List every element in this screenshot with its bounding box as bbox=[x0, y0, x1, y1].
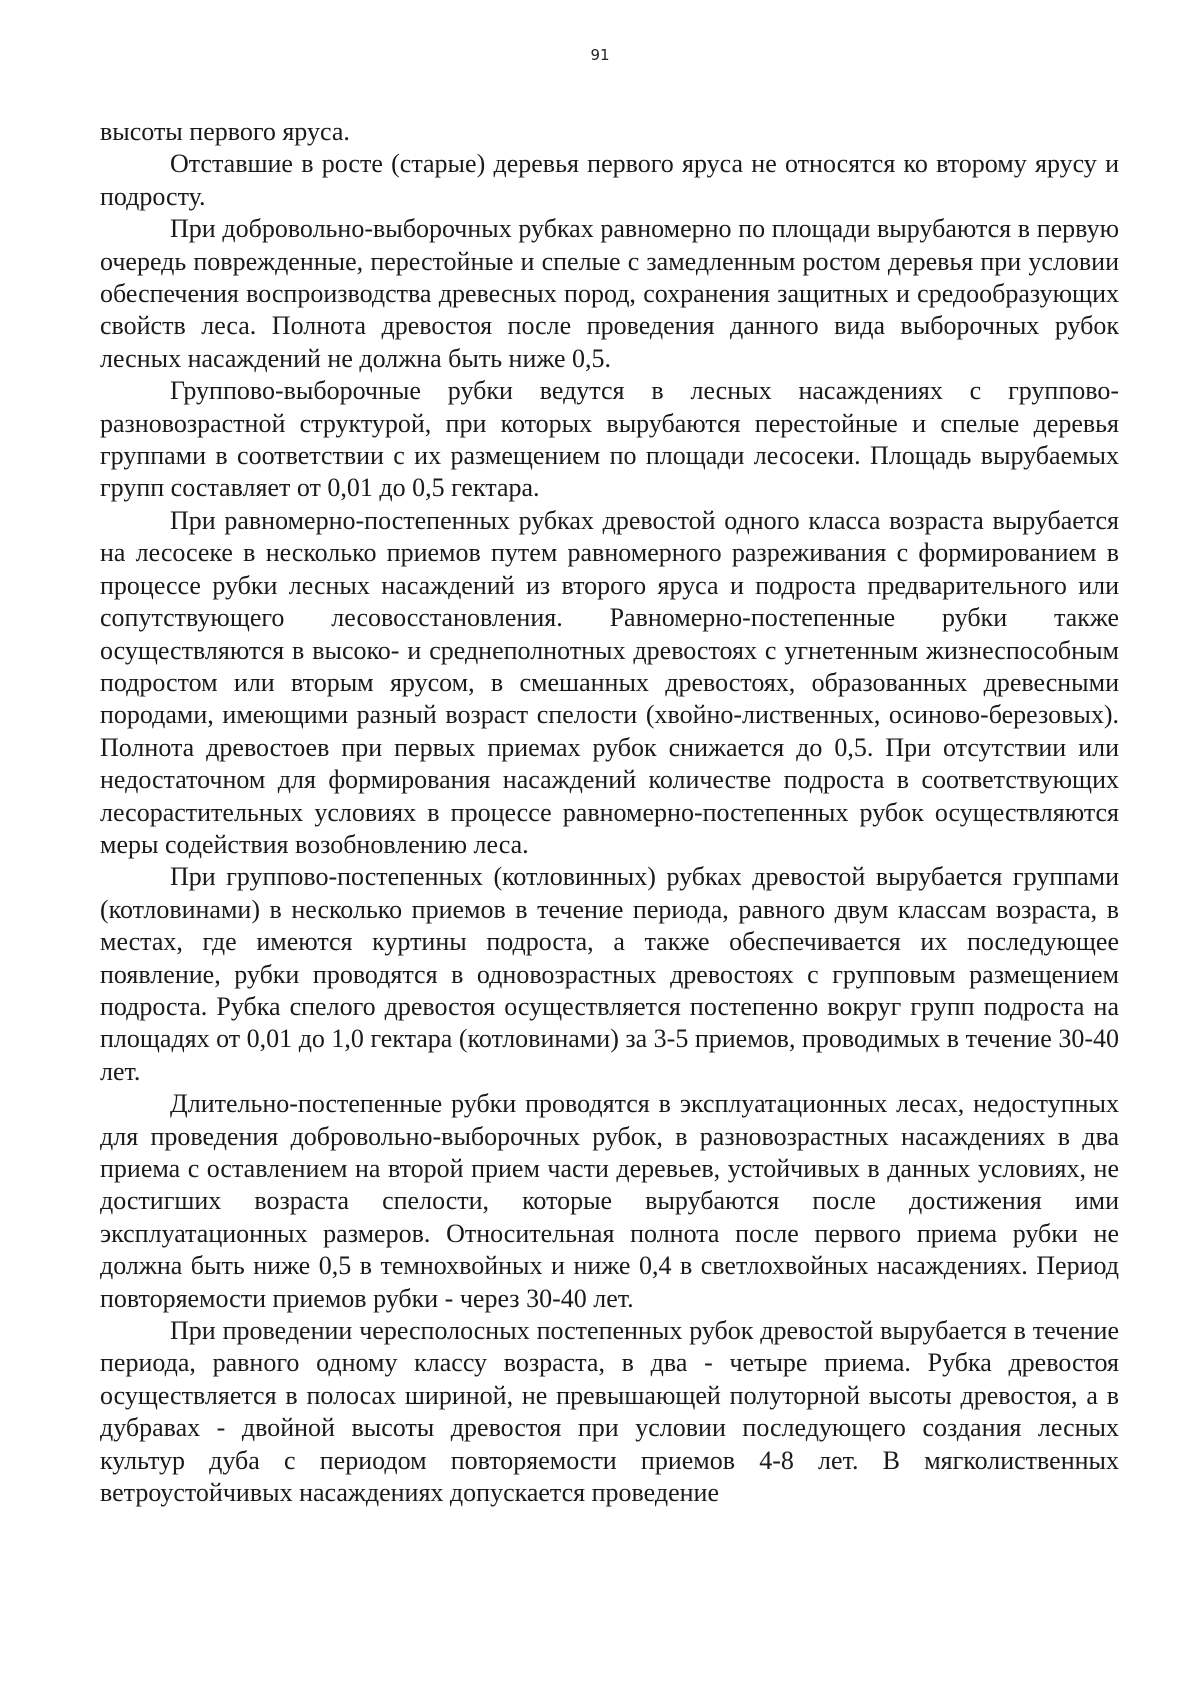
paragraph-last: При проведении чересполосных постепенных рубок древостой вырубается в течение периода, равного одному классу возраста, в два - четыре приема. Рубка древостоя осуществляется в полосах шириной, не превышающей полуторной высоты древостоя, а в дубравах - двойной высоты древостоя при условии последующего создания лесных культур дуба с периодом повторяемости приемов 4-8 лет. В мягколиственных ветроустойчивых насаждениях допускается проведение bbox=[100, 1316, 1119, 1508]
paragraph-continuation: высоты первого яруса. bbox=[100, 117, 350, 146]
paragraph: Отставшие в росте (старые) деревья первого яруса не относятся ко второму ярусу и подросту. bbox=[100, 149, 1119, 211]
paragraph: Длительно-постепенные рубки проводятся в эксплуатационных лесах, недоступных для проведения добровольно-выборочных рубок, в разновозрастных насаждениях в два приема с оставлением на второй прием части деревьев, устойчивых в данных условиях, не достигших возраста спелости, которые вырубаются после достижения ими эксплуатационных размеров. Относительная полнота после первого приема рубки не должна быть ниже 0,5 в темнохвойных и ниже 0,4 в светлохвойных насаждениях. Период повторяемости приемов рубки - через 30-40 лет. bbox=[100, 1089, 1119, 1313]
paragraph: При группово-постепенных (котловинных) рубках древостой вырубается группами (котловинами) в несколько приемов в течение периода, равного двум классам возраста, в местах, где имеются куртины подроста, а также обеспечивается их последующее появление, рубки проводятся в одновозрастных древостоях с групповым размещением подроста. Рубка спелого древостоя осуществляется постепенно вокруг групп подроста на площадях от 0,01 до 1,0 гектара (котловинами) за 3-5 приемов, проводимых в течение 30-40 лет. bbox=[100, 862, 1119, 1086]
body-text bbox=[100, 116, 1119, 1509]
paragraph: При равномерно-постепенных рубках древостой одного класса возраста вырубается на лесосеке в несколько приемов путем равномерного разреживания с формированием в процессе рубки лесных насаждений из второго яруса и подроста предварительного или сопутствующего лесовосстановления. Равномерно-постепенные рубки также осуществляются в высоко- и среднеполнотных древостоях с угнетенным жизнеспособным подростом или вторым ярусом, в смешанных древостоях, образованных древесными породами, имеющими разный возраст спелости (хвойно-лиственных, осиново-березовых). Полнота древостоев при первых приемах рубок снижается до 0,5. При отсутствии или недостаточном для формирования насаждений количестве подроста в соответствующих лесорастительных условиях в процессе равномерно-постепенных рубок осуществляются меры содействия возобновлению леса. bbox=[100, 505, 1119, 859]
paragraph: Группово-выборочные рубки ведутся в лесных насаждениях с группово-разновозрастной структурой, при которых вырубаются перестойные и спелые деревья группами в соответствии с их размещением по площади лесосеки. Площадь вырубаемых групп составляет от 0,01 до 0,5 гектара. bbox=[100, 376, 1119, 503]
page-number: 91 bbox=[590, 46, 610, 64]
paragraph: При добровольно-выборочных рубках равномерно по площади вырубаются в первую очередь поврежденные, перестойные и спелые с замедленным ростом деревья при условии обеспечения воспроизводства древесных пород, сохранения защитных и средообразующих свойств леса. Полнота древостоя после проведения данного вида выборочных рубок лесных насаждений не должна быть ниже 0,5. bbox=[100, 214, 1119, 373]
